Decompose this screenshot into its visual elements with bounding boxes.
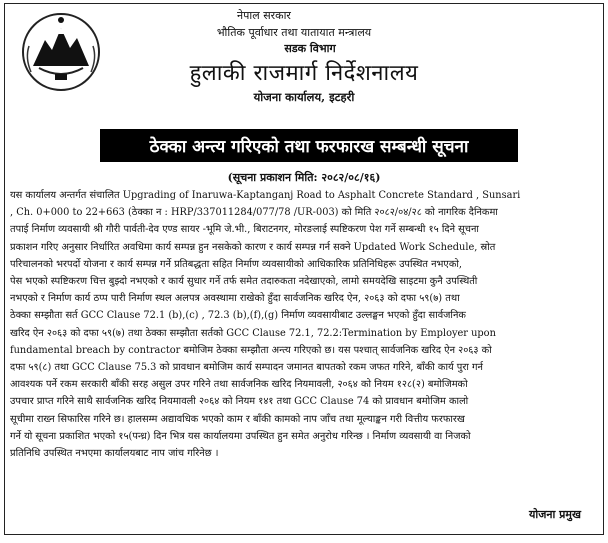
body-line: प्रकाशन गरिए अनुसार निर्धारित अवधिमा कार्य सम्पन्न हुन नसकेको कारण र कार्य सम्पन्न गर्न सक्ने Updated Work Schedule, स्रोत — [10, 241, 496, 253]
ministry-name: भौतिक पूर्वाधार तथा यातायात मन्त्रालय — [216, 26, 372, 39]
body-line: परिचालनको भरपर्दो योजना र कार्य सम्पन्न गर्ने प्रतिबद्धता सहित निर्माण व्यवसायीको आधिकारिक प्रतिनिधिहरू उपस्थित नभएको, — [10, 258, 463, 270]
body-line: नभएको र निर्माण कार्य ठप्प पारी निर्माण स्थल अलपत्र अवस्थामा राखेको हुँदा सार्वजनिक खरिद ऐन, २०६३ को दफा ५९(७) तथा — [10, 293, 460, 305]
government-name: नेपाल सरकार — [237, 9, 291, 22]
body-line: दफा ५९(८) तथा GCC Clause 75.3 को प्रावधान बमोजिम कार्य सम्पादन जमानत बापतको रकम जफत गरिने, बाँकी कार्य पुरा गर्न — [10, 362, 483, 374]
body-line: , Ch. 0+000 to 22+663 (ठेक्का न : HRP/337011284/077/78 /UR-003) को मिति २०८२/०४/२८ को नागरिक दैनिकमा — [10, 207, 498, 219]
body-line: सूचीमा राख्न सिफारिस गरिने छ। हालसम्म अद्यावधिक भएको काम र बाँकी कामको नाप जाँच तथा मूल्याङ्कन गरी वित्तीय फरफारख — [10, 413, 465, 425]
body-line: ठेक्का सम्झौता सर्त GCC Clause 72.1 (b),(c) , 72.3 (b),(f),(g) निर्माण व्यवसायीबाट उल्लङ्घन भएको हुँदा सार्वजनिक — [10, 310, 466, 322]
directorate-name: हुलाकी राजमार्ग निर्देशनालय — [189, 61, 419, 86]
body-line: उपचार प्राप्त गरिने साथै सार्वजनिक खरिद नियमावली २०६४ को नियम १४१ तथा GCC Clause 74 को प्रावधान बमोजिम कालो — [10, 396, 469, 408]
notice-page — [4, 3, 604, 535]
body-line: पेस भएको स्पष्टिकरण चित्त बुझ्दो नभएको र कार्य सुधार गर्ने तर्फ समेत तदारुकता नदेखाएको, लामो समयदेखि साइटमा कुनै उपस्थिती — [10, 276, 478, 288]
notice-body — [10, 187, 598, 462]
signatory-title: योजना प्रमुख — [528, 508, 581, 521]
body-line: यस कार्यालय अन्तर्गत संचालित Upgrading of Inaruwa-Kaptanganj Road to Asphalt Concrete Standard , Sunsari — [10, 190, 521, 201]
body-line: खरिद ऐन २०६३ को दफा ५९(७) तथा ठेक्का सम्झौता सर्तको GCC Clause 72.1, 72.2:Termination by Employer upon — [10, 327, 496, 339]
office-name: योजना कार्यालय, इटहरी — [253, 90, 355, 104]
body-line: प्रतिनिधि उपस्थित नभएमा कार्यालयबाट नाप जांच गरिनेछ । — [10, 448, 219, 460]
body-line: आवश्यक पर्ने रकम सरकारी बाँकी सरह असुल उपर गरिने तथा सार्वजनिक खरिद नियमावली, २०६४ को नियम १२८(२) बमोजिमको — [10, 379, 468, 391]
department-name: सडक विभाग — [284, 42, 336, 55]
body-line: गर्ने यो सूचना प्रकाशित भएको १५(पन्ध्र) दिन भित्र यस कार्यालयमा उपस्थित हुन समेत अनुरोध गरिन्छ । निर्माण व्यवसायी वा निजको — [10, 430, 471, 442]
publication-date: (सूचना प्रकाशन मिति: २०८२/०८/१६) — [227, 171, 381, 184]
notice-title: ठेक्का अन्त्य गरिएको तथा फरफारख सम्बन्धी सूचना — [100, 129, 518, 162]
body-line: fundamental breach by contractor बमोजिम ठेक्का सम्झौता अन्त्य गरिएको छ। यस पश्चात् सार्वजनिक खरिद ऐन २०६३ को — [10, 344, 492, 356]
body-line: तपाई निर्माण व्यवसायी श्री गौरी पार्वती-देव एण्ड सायर -भूमि जे.भी., बिराटनगर, मोरङलाई स्पष्टिकरण पेश गर्ने सम्बन्धी १५ दिने सूचना — [10, 224, 479, 236]
